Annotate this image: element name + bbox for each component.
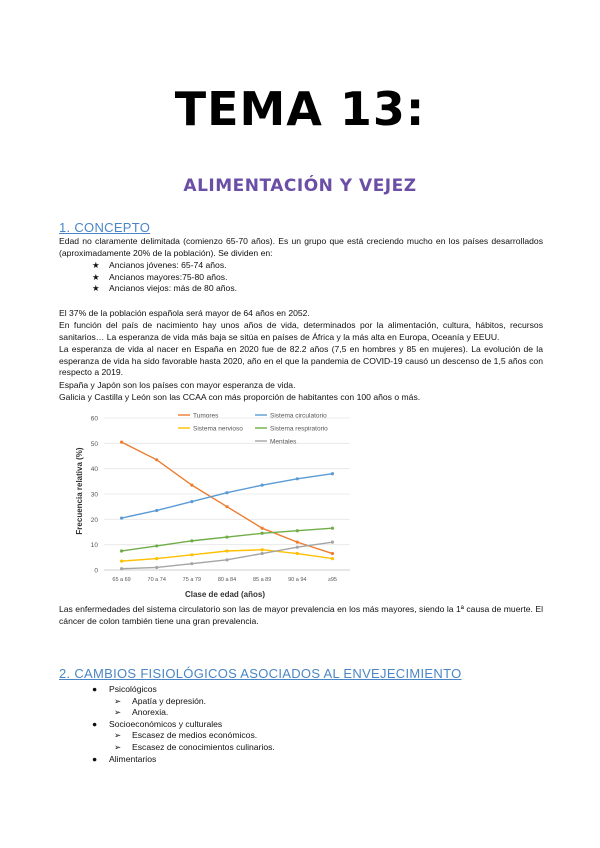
data-point-tumores	[120, 440, 123, 443]
x-tick-label: 80 a 84	[217, 577, 237, 583]
data-point-sistema-circulatorio	[225, 491, 228, 494]
list-item: ● Socioeconómicos y culturales	[92, 718, 223, 729]
changes-list	[92, 684, 275, 765]
x-axis-label: Clase de edad (años)	[184, 590, 266, 599]
list-item: ★ Ancianos mayores:75-80 años.	[92, 271, 228, 282]
data-point-sistema-nervioso	[190, 553, 193, 556]
arrow-icon: ➢	[114, 695, 122, 706]
star-icon: ★	[92, 283, 100, 294]
data-point-tumores	[225, 505, 228, 508]
bullet-icon: ●	[92, 684, 98, 694]
paragraph-population: El 37% de la población española será mayor de 64 años en 2052.	[59, 308, 310, 318]
y-tick-label: 30	[90, 491, 98, 499]
data-point-sistema-respiratorio	[225, 535, 228, 538]
paragraph-country: En función del país de nacimiento hay unos años de vida, determinados por la alimentación, cultura, hábitos, recursos sanitarios… La esperanza de vida más baja se sitúa en países de África y la más alta en Europa, Oceanía y EEUU.	[59, 320, 543, 342]
data-point-tumores	[296, 541, 299, 544]
bullet-icon: ●	[92, 718, 98, 729]
arrow-icon: ➢	[114, 707, 122, 718]
y-tick-label: 20	[90, 516, 98, 524]
data-point-sistema-nervioso	[261, 548, 264, 551]
paragraph-diseases: Las enfermedades del sistema circulatorio son las de mayor prevalencia en los más mayores, siendo la 1ª causa de muerte. El cáncer de colon también tiene una gran prevalencia.	[59, 604, 543, 626]
section-2-heading: 2. CAMBIOS FISIOLÓGICOS ASOCIADOS AL ENVEJECIMIENTO	[59, 666, 462, 681]
data-point-sistema-nervioso	[331, 557, 334, 560]
arrow-icon: ➢	[114, 730, 122, 741]
data-point-sistema-circulatorio	[331, 472, 334, 475]
data-point-sistema-nervioso	[296, 552, 299, 555]
section-1-heading: 1. CONCEPTO	[59, 220, 151, 235]
star-icon: ★	[92, 260, 100, 270]
star-icon: ★	[92, 271, 100, 282]
document-title: TEMA 13:	[174, 82, 426, 136]
data-point-sistema-circulatorio	[190, 500, 193, 503]
legend-label: Sistema circulatorio	[270, 412, 327, 420]
data-point-tumores	[190, 484, 193, 487]
data-point-sistema-nervioso	[155, 557, 158, 560]
list-item: ★ Ancianos viejos: más de 80 años.	[92, 283, 238, 294]
x-tick-label: 85 a 89	[252, 577, 272, 583]
x-tick-label: 90 a 94	[288, 577, 307, 583]
data-point-sistema-respiratorio	[155, 544, 158, 547]
y-tick-label: 40	[90, 466, 98, 474]
age-groups-list	[92, 260, 237, 295]
series-line-sistema-circulatorio	[122, 474, 333, 518]
paragraph-ccaa: Galicia y Castilla y León son las CCAA con más proporción de habitantes con 100 años o más.	[59, 392, 421, 402]
list-item: ● Psicológicos	[92, 684, 157, 694]
data-point-tumores	[331, 552, 334, 555]
y-axis-label: Frecuencia relativa (%)	[75, 447, 84, 535]
data-point-mentales	[155, 566, 158, 569]
y-tick-label: 10	[90, 542, 98, 550]
y-tick-label: 60	[90, 415, 98, 423]
list-item: ➢ Escasez de medios económicos.	[114, 730, 258, 741]
data-point-sistema-respiratorio	[261, 532, 264, 535]
data-point-mentales	[190, 562, 193, 565]
x-tick-label: 70 a 74	[147, 577, 166, 583]
data-point-mentales	[296, 546, 299, 549]
list-item: ➢ Anorexia.	[114, 707, 169, 718]
data-point-sistema-circulatorio	[261, 484, 264, 487]
series-line-sistema-respiratorio	[122, 528, 333, 551]
data-point-mentales	[331, 541, 334, 544]
x-tick-label: 65 a 69	[112, 577, 131, 583]
list-item: ● Alimentarios	[92, 753, 157, 764]
data-point-sistema-circulatorio	[296, 477, 299, 480]
legend-label: Tumores	[193, 412, 219, 420]
y-tick-label: 0	[94, 567, 98, 575]
x-tick-label: 75 a 79	[182, 577, 202, 583]
legend-label: Mentales	[270, 438, 297, 446]
arrow-icon: ➢	[114, 741, 122, 752]
paragraph-countries: España y Japón son los países con mayor esperanza de vida.	[59, 380, 296, 390]
data-point-tumores	[155, 458, 158, 461]
document-subtitle: ALIMENTACIÓN Y VEJEZ	[183, 176, 417, 196]
data-point-mentales	[225, 558, 228, 561]
data-point-sistema-circulatorio	[120, 516, 123, 519]
list-item: ➢ Apatía y depresión.	[114, 695, 207, 706]
bullet-icon: ●	[92, 753, 98, 764]
data-point-sistema-respiratorio	[296, 529, 299, 532]
legend-label: Sistema respiratorio	[270, 425, 328, 433]
data-point-tumores	[261, 527, 264, 530]
paragraph-life-expectancy: La esperanza de vida al nacer en España en 2020 fue de 82.2 años (7,5 en hombres y 85 en mujeres). La evolución de la esperanza de vida ha sido favorable hasta 2020, año en el que la pandemia de COVID-19 causó un descenso de 1,5 años con respecto a 2019.	[59, 344, 543, 378]
data-point-mentales	[120, 567, 123, 570]
x-tick-label: ≥95	[327, 577, 337, 583]
list-item: ➢ Escasez de conocimientos culinarios.	[114, 741, 275, 752]
data-point-sistema-respiratorio	[331, 527, 334, 530]
data-point-sistema-respiratorio	[120, 549, 123, 552]
data-point-sistema-circulatorio	[155, 509, 158, 512]
data-point-sistema-nervioso	[225, 549, 228, 552]
concept-intro: Edad no claramente delimitada (comienzo 65-70 años). Es un grupo que está creciendo mucho en los países desarrollados (aproximadamente 20% de la población). Se dividen en:	[59, 236, 543, 258]
list-item: ★ Ancianos jóvenes: 65-74 años.	[92, 260, 227, 270]
disease-frequency-chart	[70, 406, 370, 600]
y-tick-label: 50	[90, 440, 98, 448]
data-point-mentales	[261, 552, 264, 555]
data-point-sistema-nervioso	[120, 560, 123, 563]
data-point-sistema-respiratorio	[190, 539, 193, 542]
legend-label: Sistema nervioso	[193, 425, 243, 433]
